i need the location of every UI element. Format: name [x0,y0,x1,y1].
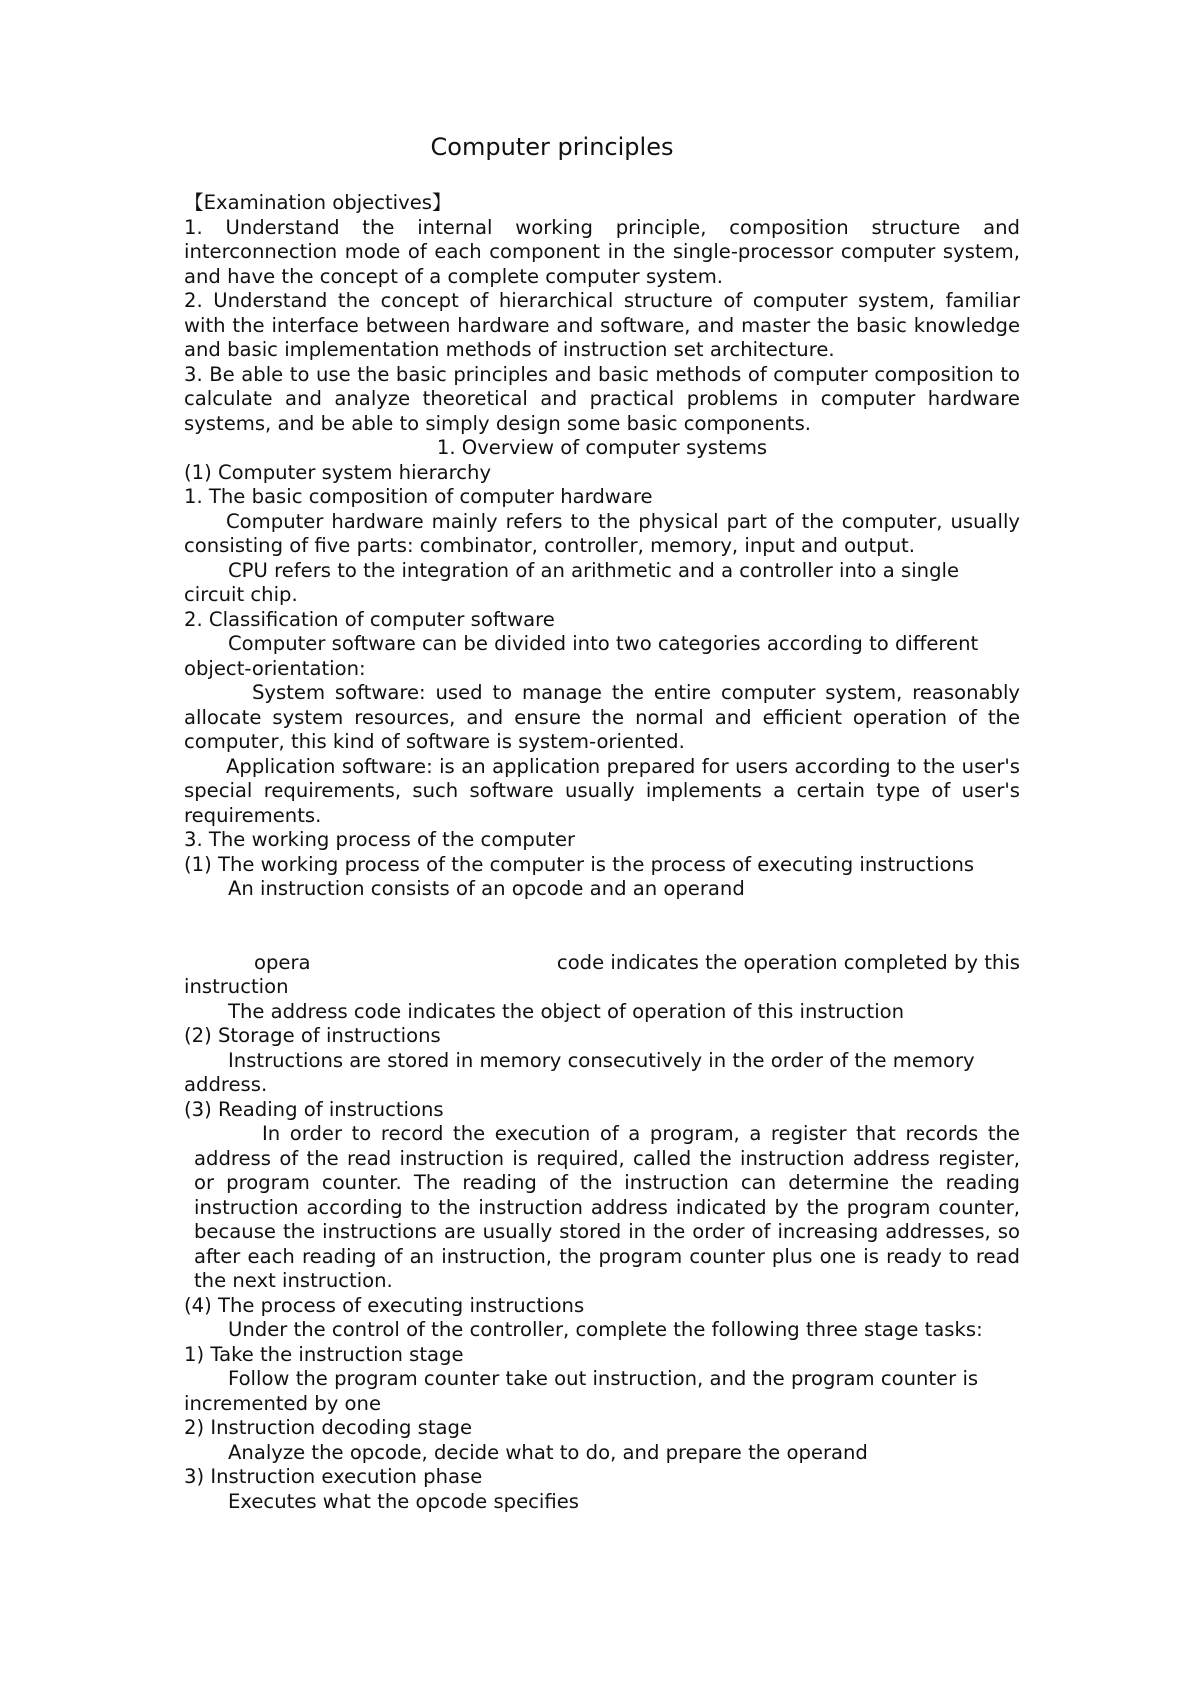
body-paragraph: In order to record the execution of a program, a register that records the address of the read instruction is required, called the instruction address register, or program counter. The reading of the instruction can determine the reading instruction according to the instruction address indicated by the program counter, because the instructions are usually stored in the order of increasing addresses, so after each reading of an instruction, the program counter plus one is ready to read the next instruction. [194,1122,1020,1292]
subsection-heading: (3) Reading of instructions [184,1097,444,1121]
subsection-heading: (1) The working process of the computer is the process of executing instructions [184,852,975,876]
body-paragraph: Application software: is an application prepared for users according to the user's special requirements, such software usually implements a certain type of user's requirements. [184,754,1020,827]
subsection-heading: (2) Storage of instructions [184,1024,441,1047]
body-paragraph: Computer software can be divided into two categories according to different object-orientation: [184,632,979,680]
body-paragraph: Under the control of the controller, complete the following three stage tasks: [228,1318,983,1341]
opera-fragment: opera [254,950,311,974]
objective-paragraph: 3. Be able to use the basic principles and basic methods of computer composition to calculate and analyze theoretical and practical problems in computer hardware systems, and be able to simply design some basic components. [184,362,1020,435]
body-paragraph: System software: used to manage the entire computer system, reasonably allocate system resources, and ensure the normal and efficient operation of the computer, this kind of software is system-oriented. [184,681,1020,753]
opcode-description: code indicates the operation completed by this [556,950,1020,974]
body-paragraph: Instructions are stored in memory consecutively in the order of the memory address. [184,1048,975,1096]
page-title: Computer principles [430,133,674,161]
subsection-heading: 3. The working process of the computer [184,828,576,851]
chapter-heading: 1. Overview of computer systems [436,436,768,459]
objective-paragraph: 2. Understand the concept of hierarchical structure of computer system, familiar with the interface between hardware and software, and master the basic knowledge and basic implementation methods of instruction set architecture. [184,289,1020,361]
subsection-heading: (1) Computer system hierarchy [184,460,492,484]
objective-paragraph: 1. Understand the internal working principle, composition structure and interconnection mode of each component in the single-processor computer system, and have the concept of a complete computer system. [184,215,1020,288]
body-paragraph: Executes what the opcode specifies [228,1489,579,1513]
body-paragraph: The address code indicates the object of operation of this instruction [228,999,905,1023]
opcode-line [184,951,1020,976]
section-heading: 【Examination objectives】 [184,191,452,214]
subsection-heading: (4) The process of executing instructions [184,1293,585,1317]
body-paragraph: Analyze the opcode, decide what to do, and prepare the operand [228,1440,868,1464]
subsection-heading: 1) Take the instruction stage [184,1342,464,1366]
subsection-heading: 2) Instruction decoding stage [184,1416,473,1439]
document-body [184,191,1020,1514]
subsection-heading: 3) Instruction execution phase [184,1465,483,1488]
body-paragraph: An instruction consists of an opcode and an operand [228,877,745,900]
subsection-heading: 1. The basic composition of computer hardware [184,485,653,508]
body-paragraph: instruction [184,975,289,998]
body-paragraph: Computer hardware mainly refers to the physical part of the computer, usually consisting of five parts: combinator, controller, memory, input and output. [184,509,1020,557]
body-paragraph: CPU refers to the integration of an arithmetic and a controller into a single circuit chip. [184,558,960,606]
subsection-heading: 2. Classification of computer software [184,607,555,631]
body-paragraph: Follow the program counter take out instruction, and the program counter is incremented by one [184,1367,979,1415]
blank-space [184,902,1020,951]
